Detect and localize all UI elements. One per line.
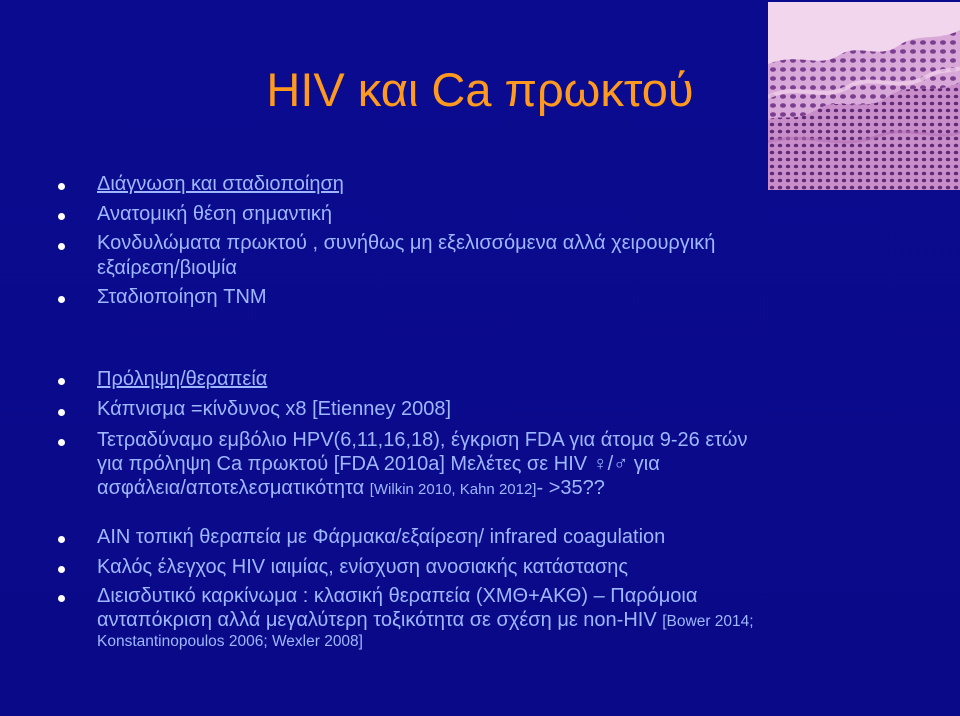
bullet-icon (58, 595, 65, 602)
bullet-icon (58, 296, 65, 303)
age-note: - >35?? (536, 477, 605, 499)
slide-title: HIV και Ca πρωκτού (266, 63, 694, 116)
list-item: Κάπνισμα =κίνδυνος x8 [Etienney 2008] (97, 398, 452, 420)
list-item-continuation: Konstantinopoulos 2006; Wexler 2008] (97, 633, 363, 650)
citation: [Wilkin 2010, Kahn 2012] (369, 481, 537, 498)
bullet-icon (58, 536, 65, 543)
list-item-continuation: εξαίρεση/βιοψία (97, 257, 237, 279)
list-item: Κονδυλώματα πρωκτού , συνήθως μη εξελισσόμενα αλλά χειρουργική (97, 232, 716, 254)
bullet-icon (58, 183, 65, 190)
bullet-icon (58, 566, 65, 573)
citation: [Bower 2014; (662, 613, 754, 630)
bullet-icon (58, 409, 65, 416)
list-item-continuation (97, 476, 605, 502)
bullet-icon (58, 439, 65, 446)
list-item: Τετραδύναμο εμβόλιο HPV(6,11,16,18), έγκριση FDA για άτομα 9-26 ετών (97, 429, 748, 451)
response-text: ανταπόκριση αλλά μεγαλύτερη τοξικότητα σε σχέση με non-HIV (97, 609, 657, 631)
bullet-icon (58, 213, 65, 220)
section-heading-prevention: Πρόληψη/θεραπεία (97, 368, 268, 390)
bullet-icon (58, 378, 65, 385)
list-item: AIN τοπική θεραπεία με Φάρμακα/εξαίρεση/ infrared coagulation (97, 526, 666, 548)
list-item: Διεισδυτικό καρκίνωμα : κλασική θεραπεία (ΧΜΘ+ΑΚΘ) – Παρόμοια (97, 585, 698, 607)
section-heading-diagnosis: Διάγνωση και σταδιοποίηση (97, 173, 344, 195)
list-item: Ανατομική θέση σημαντική (97, 203, 333, 225)
list-item: Καλός έλεγχος HIV ιαιμίας, ενίσχυση ανοσιακής κατάστασης (97, 556, 629, 578)
list-item: Σταδιοποίηση TNM (97, 286, 267, 308)
list-item-continuation: για πρόληψη Ca πρωκτού [FDA 2010a] Μελέτες σε HIV ♀/♂ για (97, 453, 660, 475)
bullet-icon (58, 243, 65, 250)
efficacy-text: ασφάλεια/αποτελεσματικότητα (97, 477, 365, 499)
